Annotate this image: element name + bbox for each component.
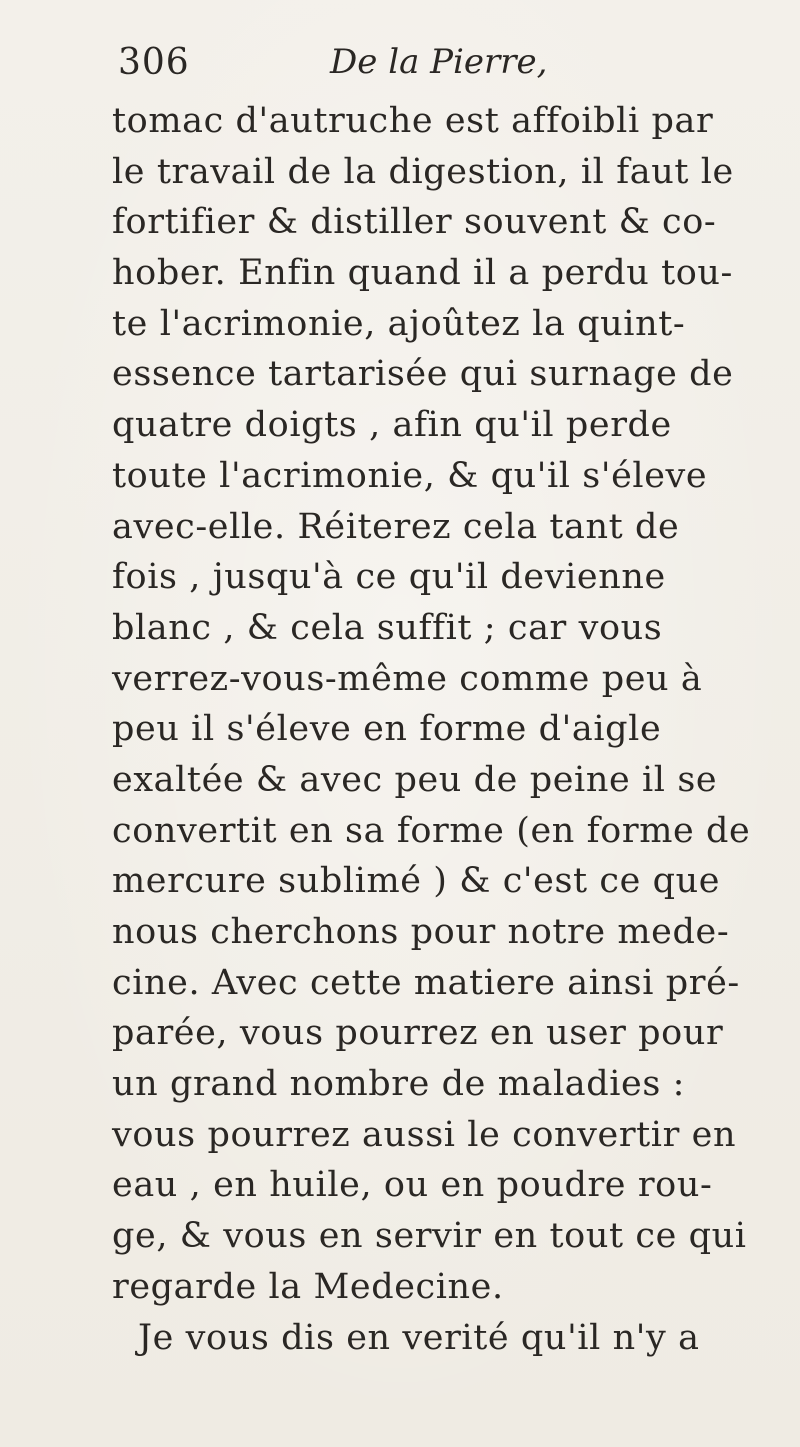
text-line: tomac d'autruche est affoibli par [112, 101, 714, 141]
text-line: Je vous dis en verité qu'il n'y a [138, 1317, 700, 1358]
text-line: hober. Enfin quand il a perdu tou- [112, 253, 733, 294]
text-line: parée, vous pourrez en user pour [112, 1013, 724, 1054]
text-line: regarde la Medecine. [112, 1266, 504, 1307]
text-line: essence tartarisée qui surnage de [112, 354, 734, 395]
text-line: mercure sublimé ) & c'est ce que [112, 861, 721, 902]
text-line: quatre doigts , afin qu'il perde [112, 405, 672, 446]
text-line: eau , en huile, ou en poudre rou- [112, 1165, 713, 1206]
text-line: ge, & vous en servir en tout ce qui [112, 1216, 747, 1257]
text-line: peu il s'éleve en forme d'aigle [112, 709, 662, 750]
text-line: le travail de la digestion, il faut le [112, 151, 734, 192]
text-line: fois , jusqu'à ce qu'il devienne [112, 557, 666, 598]
running-title: De la Pierre, [330, 42, 548, 82]
text-line: vous pourrez aussi le convertir en [112, 1114, 737, 1155]
text-line: convertit en sa forme (en forme de [112, 810, 751, 851]
text-line: verrez-vous-même comme peu à [112, 658, 703, 699]
body-text [112, 96, 751, 1363]
page-number: 306 [118, 42, 190, 83]
text-line: exaltée & avec peu de peine il se [112, 759, 718, 800]
text-line: un grand nombre de maladies : [112, 1064, 686, 1105]
running-head [118, 42, 738, 92]
text-line: blanc , & cela suffit ; car vous [112, 607, 663, 648]
text-line: te l'acrimonie, ajoûtez la quint- [112, 303, 686, 344]
text-line: fortifier & distiller souvent & co- [112, 202, 717, 243]
text-line: avec-elle. Réiterez cela tant de [112, 506, 680, 547]
text-line: toute l'acrimonie, & qu'il s'éleve [112, 455, 708, 496]
text-line: cine. Avec cette matiere ainsi pré- [112, 962, 740, 1003]
text-line: nous cherchons pour notre mede- [112, 912, 730, 952]
